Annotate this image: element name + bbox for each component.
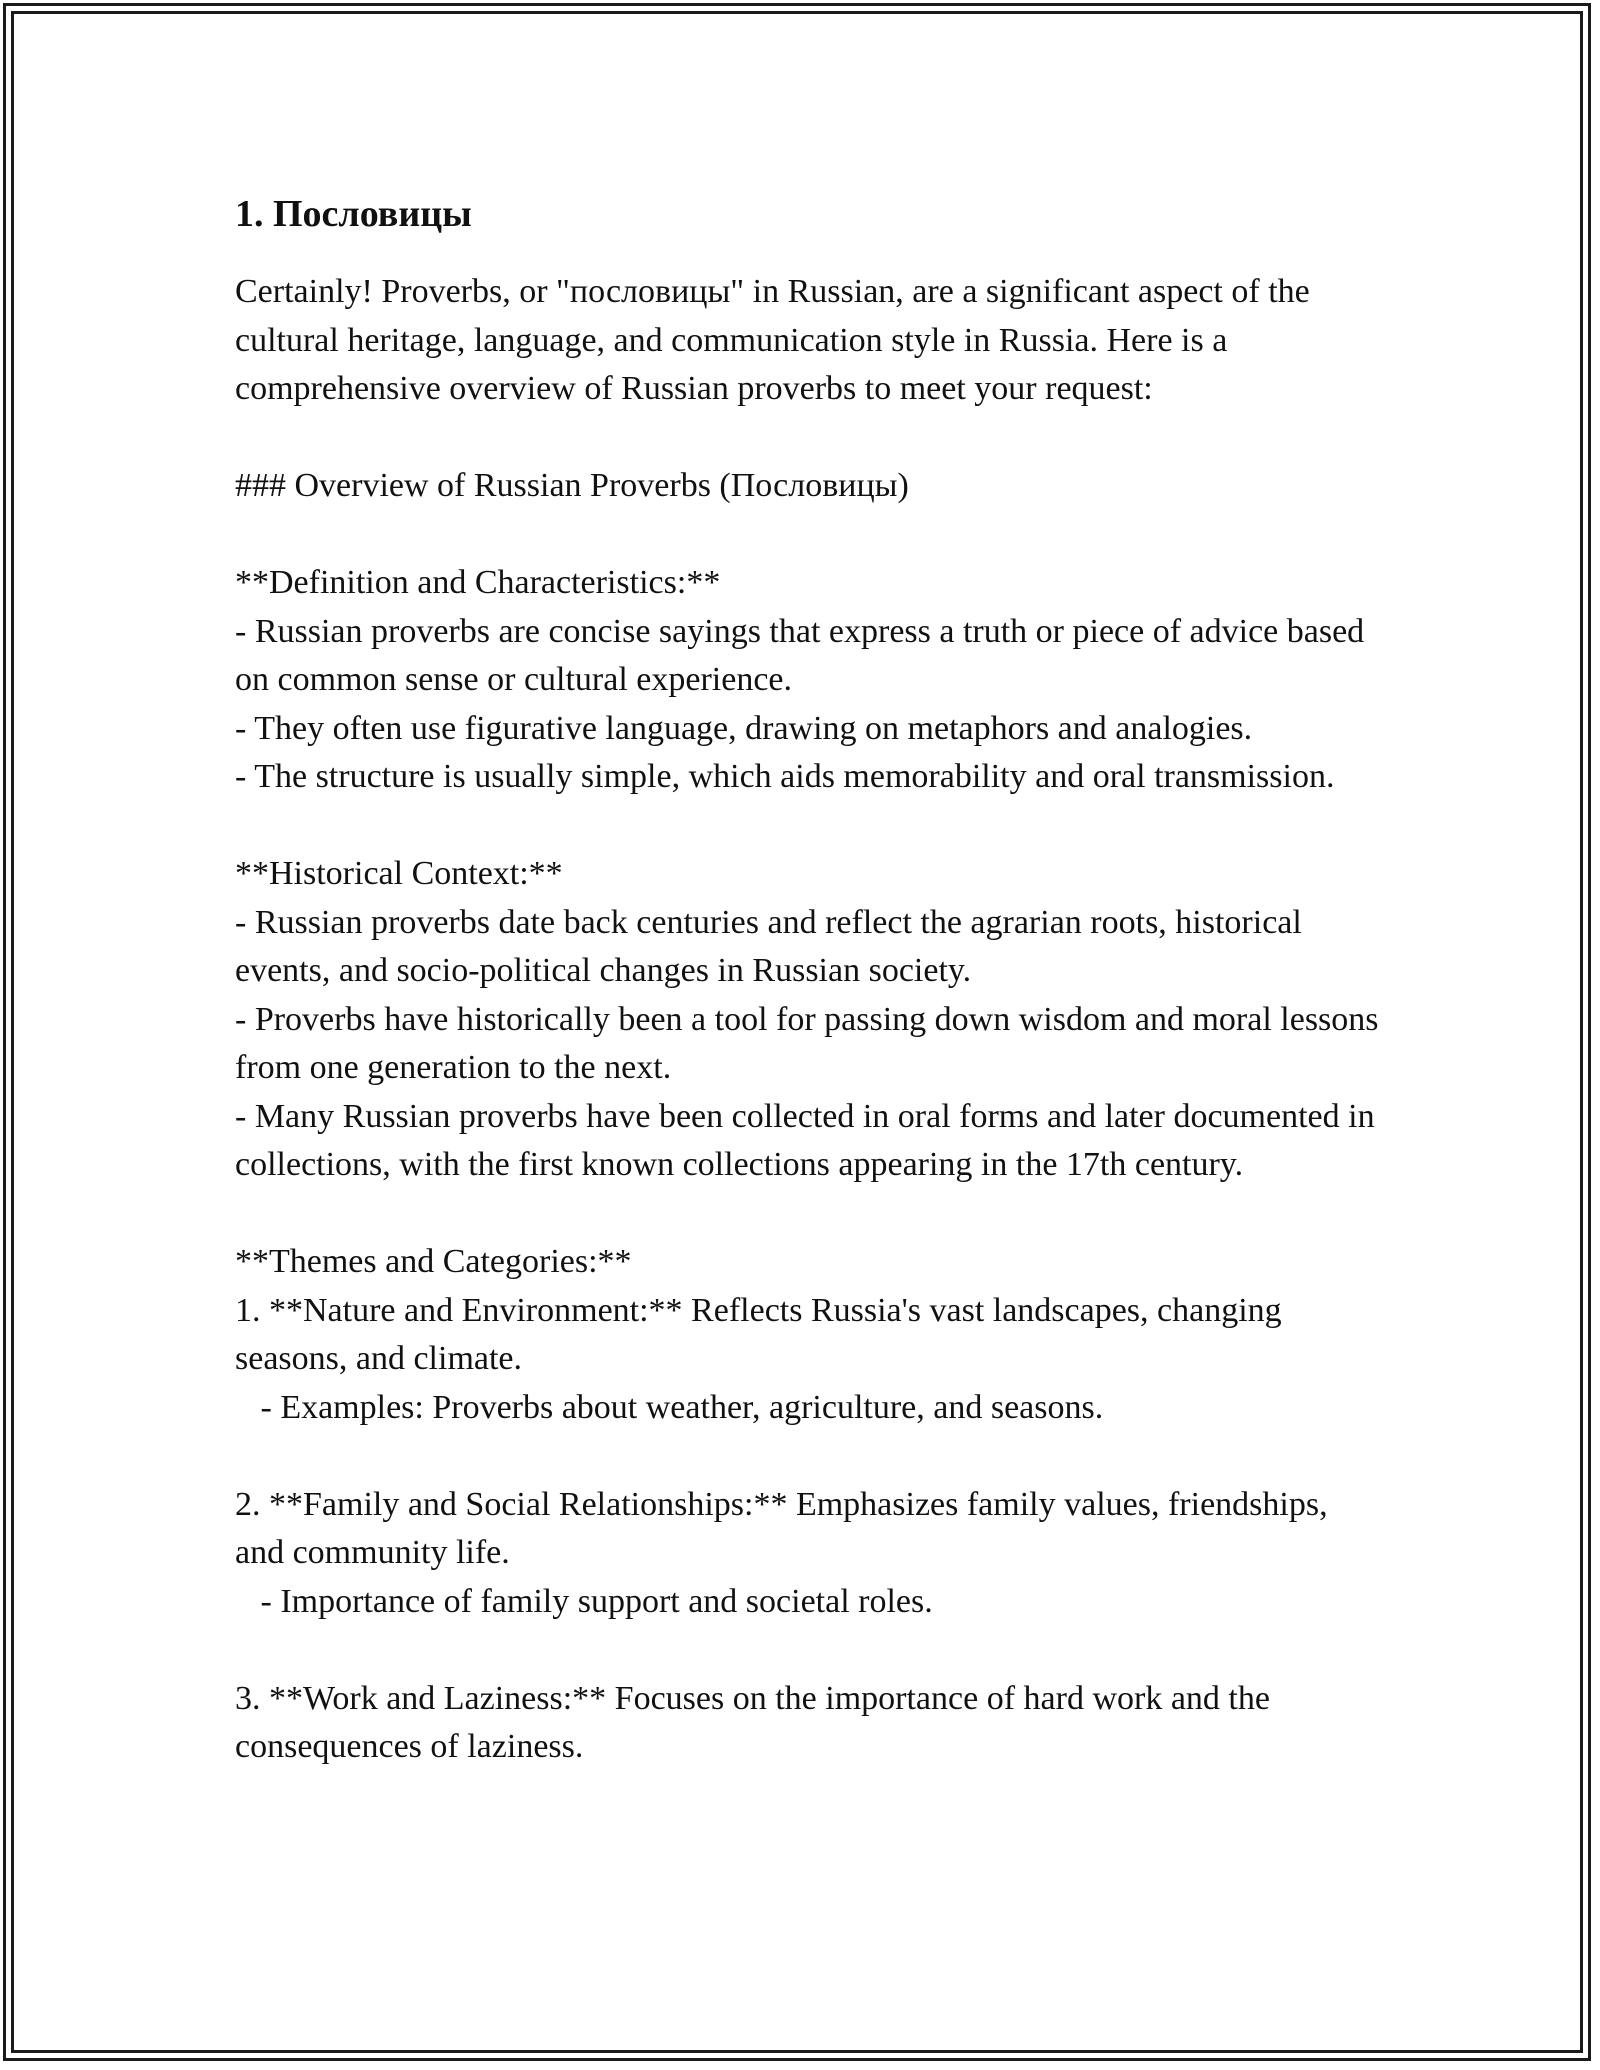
themes-title: **Themes and Categories:**: [235, 1243, 632, 1280]
overview-title: ### Overview of Russian Proverbs (Пословицы): [235, 467, 909, 504]
document-body: [235, 190, 1388, 1772]
definition-title: **Definition and Characteristics:**: [235, 564, 721, 601]
theme-item: 3. **Work and Laziness:** Focuses on the importance of hard work and the consequences of laziness.: [235, 1679, 1279, 1765]
intro-paragraph: Certainly! Proverbs, or "пословицы" in Russian, are a significant aspect of the cultural heritage, language, and communication style in Russia. Here is a comprehensive overview of Russian proverbs to meet your request:: [235, 273, 1319, 407]
theme-item: 1. **Nature and Environment:** Reflects Russia's vast landscapes, changing seasons, and climate.: [235, 1291, 1291, 1377]
history-title: **Historical Context:**: [235, 855, 563, 892]
spacer: [235, 1626, 1385, 1675]
page-title: 1. Пословицы: [235, 193, 472, 235]
definition-item: - The structure is usually simple, which aids memorability and oral transmission.: [235, 758, 1335, 795]
spacer: [235, 1190, 1385, 1239]
theme-item: 2. **Family and Social Relationships:** Emphasizes family values, friendships, and community life.: [235, 1485, 1337, 1571]
history-item: - Proverbs have historically been a tool for passing down wisdom and moral lessons from one generation to the next.: [235, 1000, 1388, 1086]
definition-item: - Russian proverbs are concise sayings that express a truth or piece of advice based on common sense or cultural experience.: [235, 612, 1373, 698]
definition-item: - They often use figurative language, drawing on metaphors and analogies.: [235, 709, 1253, 747]
spacer: [235, 414, 1385, 463]
theme-subitem: - Importance of family support and societal roles.: [235, 1582, 933, 1620]
spacer: [235, 802, 1385, 851]
theme-subitem: - Examples: Proverbs about weather, agriculture, and seasons.: [235, 1388, 1104, 1426]
spacer: [235, 1432, 1385, 1481]
history-item: - Russian proverbs date back centuries and reflect the agrarian roots, historical events, and socio-political changes in Russian society.: [235, 903, 1311, 989]
spacer: [235, 511, 1385, 560]
history-item: - Many Russian proverbs have been collected in oral forms and later documented in collections, with the first known collections appearing in the 17th century.: [235, 1097, 1384, 1183]
